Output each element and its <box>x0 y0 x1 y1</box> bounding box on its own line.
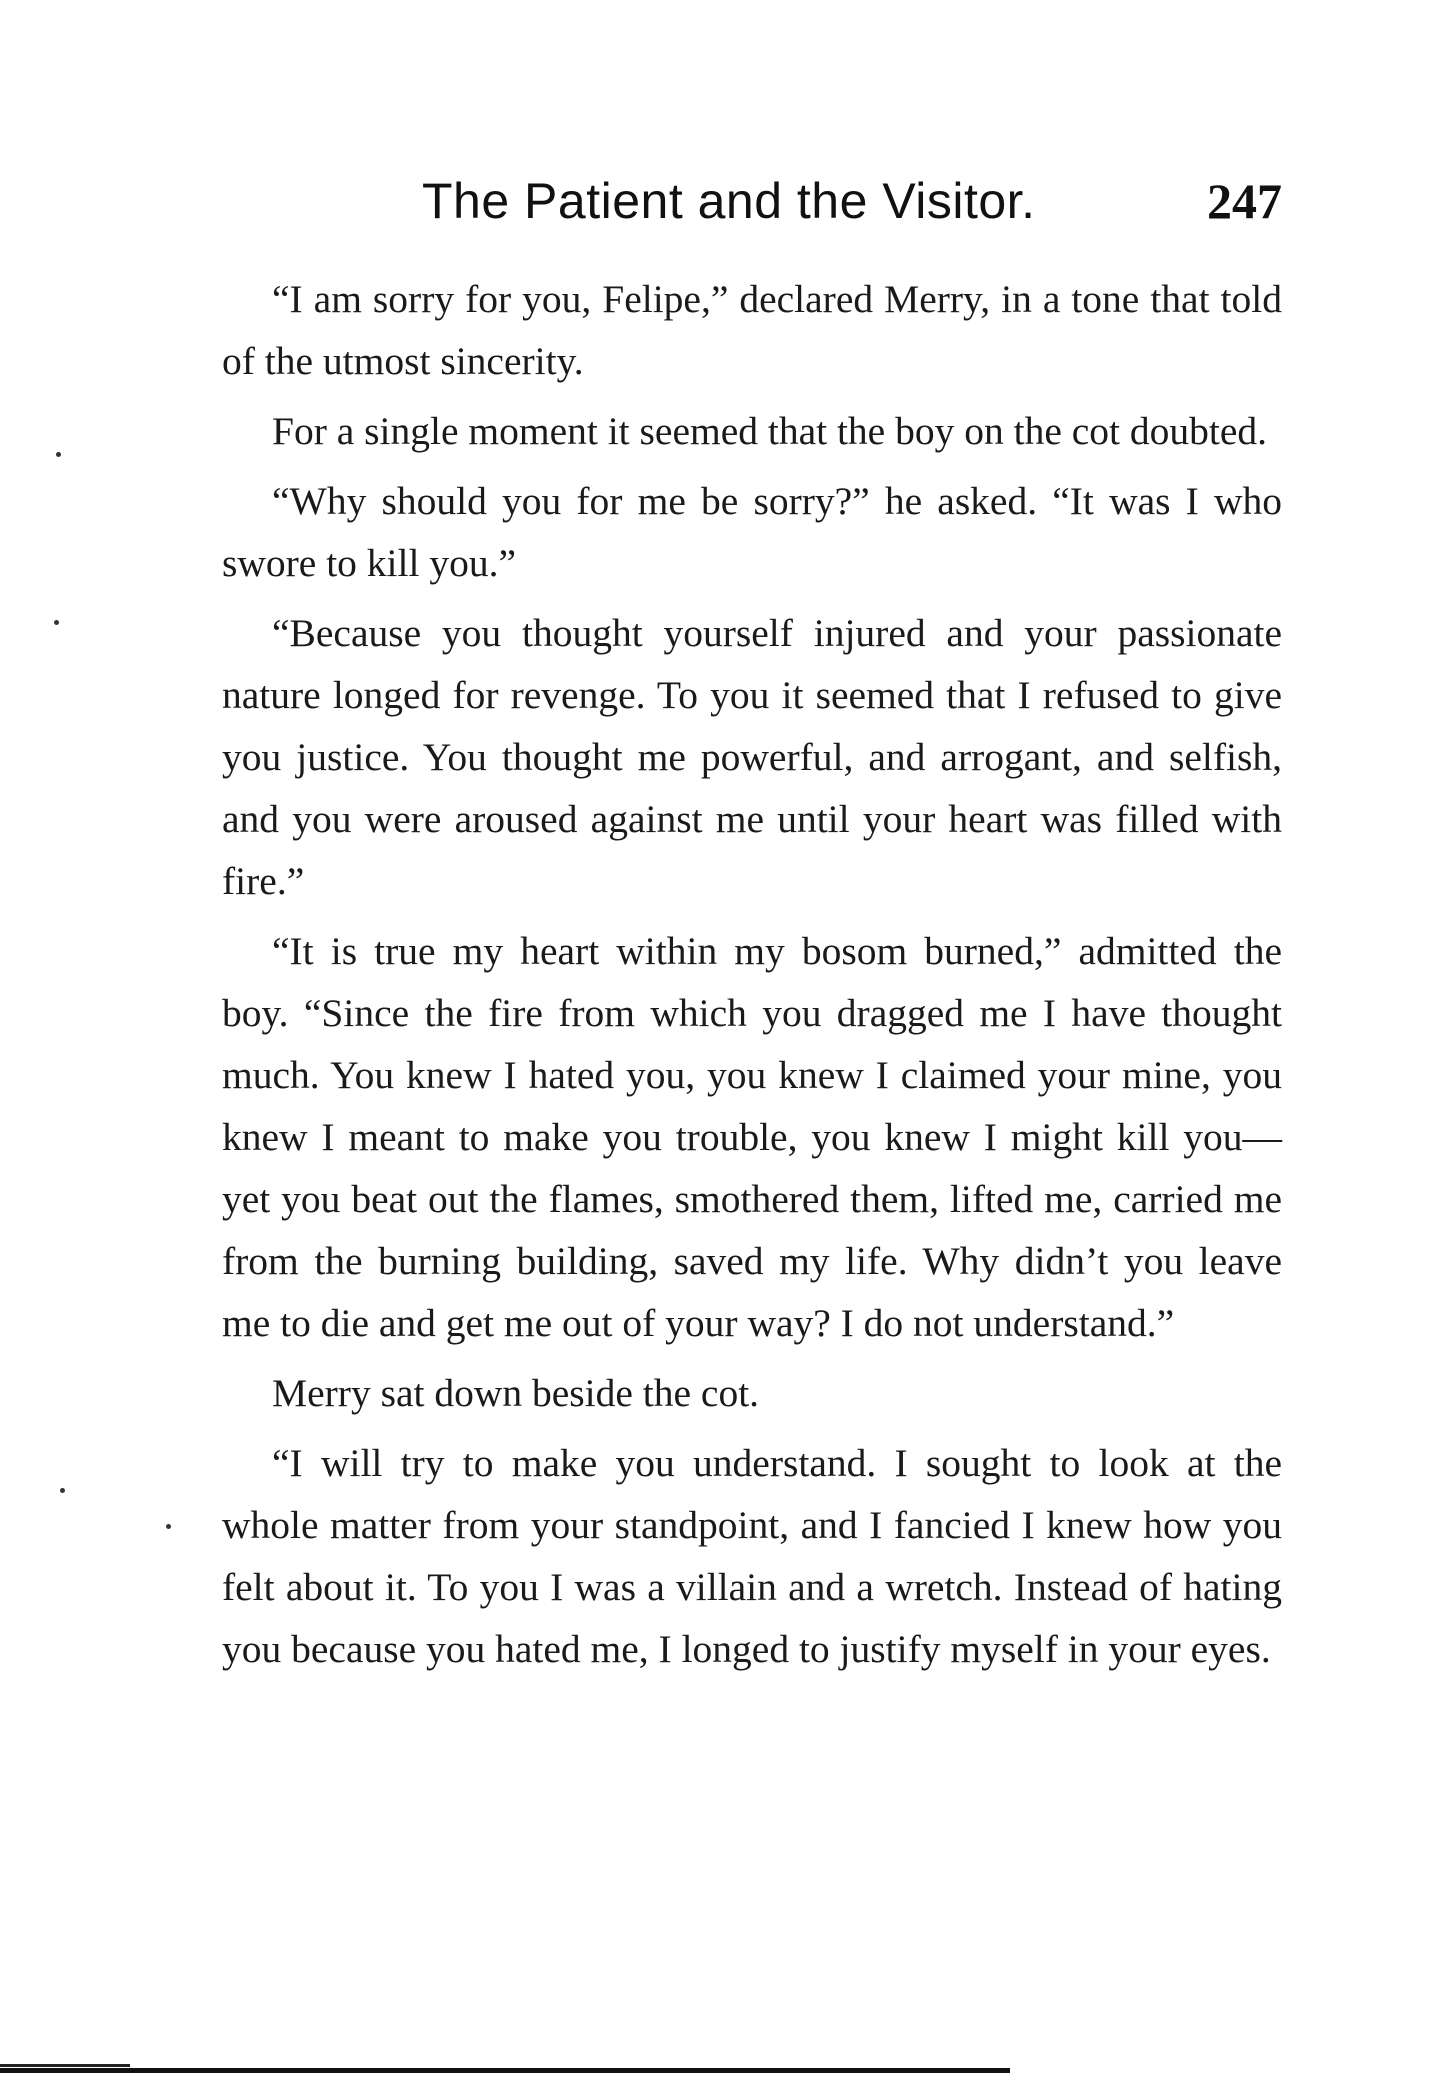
scan-speck <box>60 1488 65 1493</box>
body-text <box>222 268 1282 1688</box>
paragraph: “Why should you for me be sorry?” he asked. “It was I who swore to kill you.” <box>222 479 1282 585</box>
page-number: 247 <box>1207 173 1282 229</box>
paragraph: “I am sorry for you, Felipe,” declared Merry, in a tone that told of the utmost sincerity. <box>222 277 1282 383</box>
paragraph: Merry sat down beside the cot. <box>272 1371 760 1415</box>
bottom-edge-rule <box>0 2068 1010 2073</box>
paragraph: “I will try to make you understand. I sought to look at the whole matter from your standpoint, and I fancied I knew how you felt about it. To you I was a villain and a wretch. Instead of hating you because you hated me, I longed to justify myself in your eyes. <box>222 1441 1282 1671</box>
scan-speck <box>54 620 59 625</box>
running-title: The Patient and the Visitor. <box>422 173 1036 229</box>
page-header <box>222 168 1282 238</box>
scan-speck <box>166 1524 171 1529</box>
scan-speck <box>56 452 61 457</box>
bottom-edge-rule <box>0 2064 130 2067</box>
paragraph: “It is true my heart within my bosom burned,” admitted the boy. “Since the fire from which you dragged me I have thought much. You knew I hated you, you knew I claimed your mine, you knew I meant to make you trouble, you knew I might kill you—yet you beat out the flames, smothered them, lifted me, carried me from the burning building, saved my life. Why didn’t you leave me to die and get me out of your way? I do not understand.” <box>222 929 1282 1345</box>
paragraph: For a single moment it seemed that the boy on the cot doubted. <box>272 409 1267 453</box>
paragraph: “Because you thought yourself injured and your passionate nature longed for revenge. To you it seemed that I refused to give you justice. You thought me powerful, and arrogant, and selfish, and you were aroused against me until your heart was filled with fire.” <box>222 611 1282 903</box>
